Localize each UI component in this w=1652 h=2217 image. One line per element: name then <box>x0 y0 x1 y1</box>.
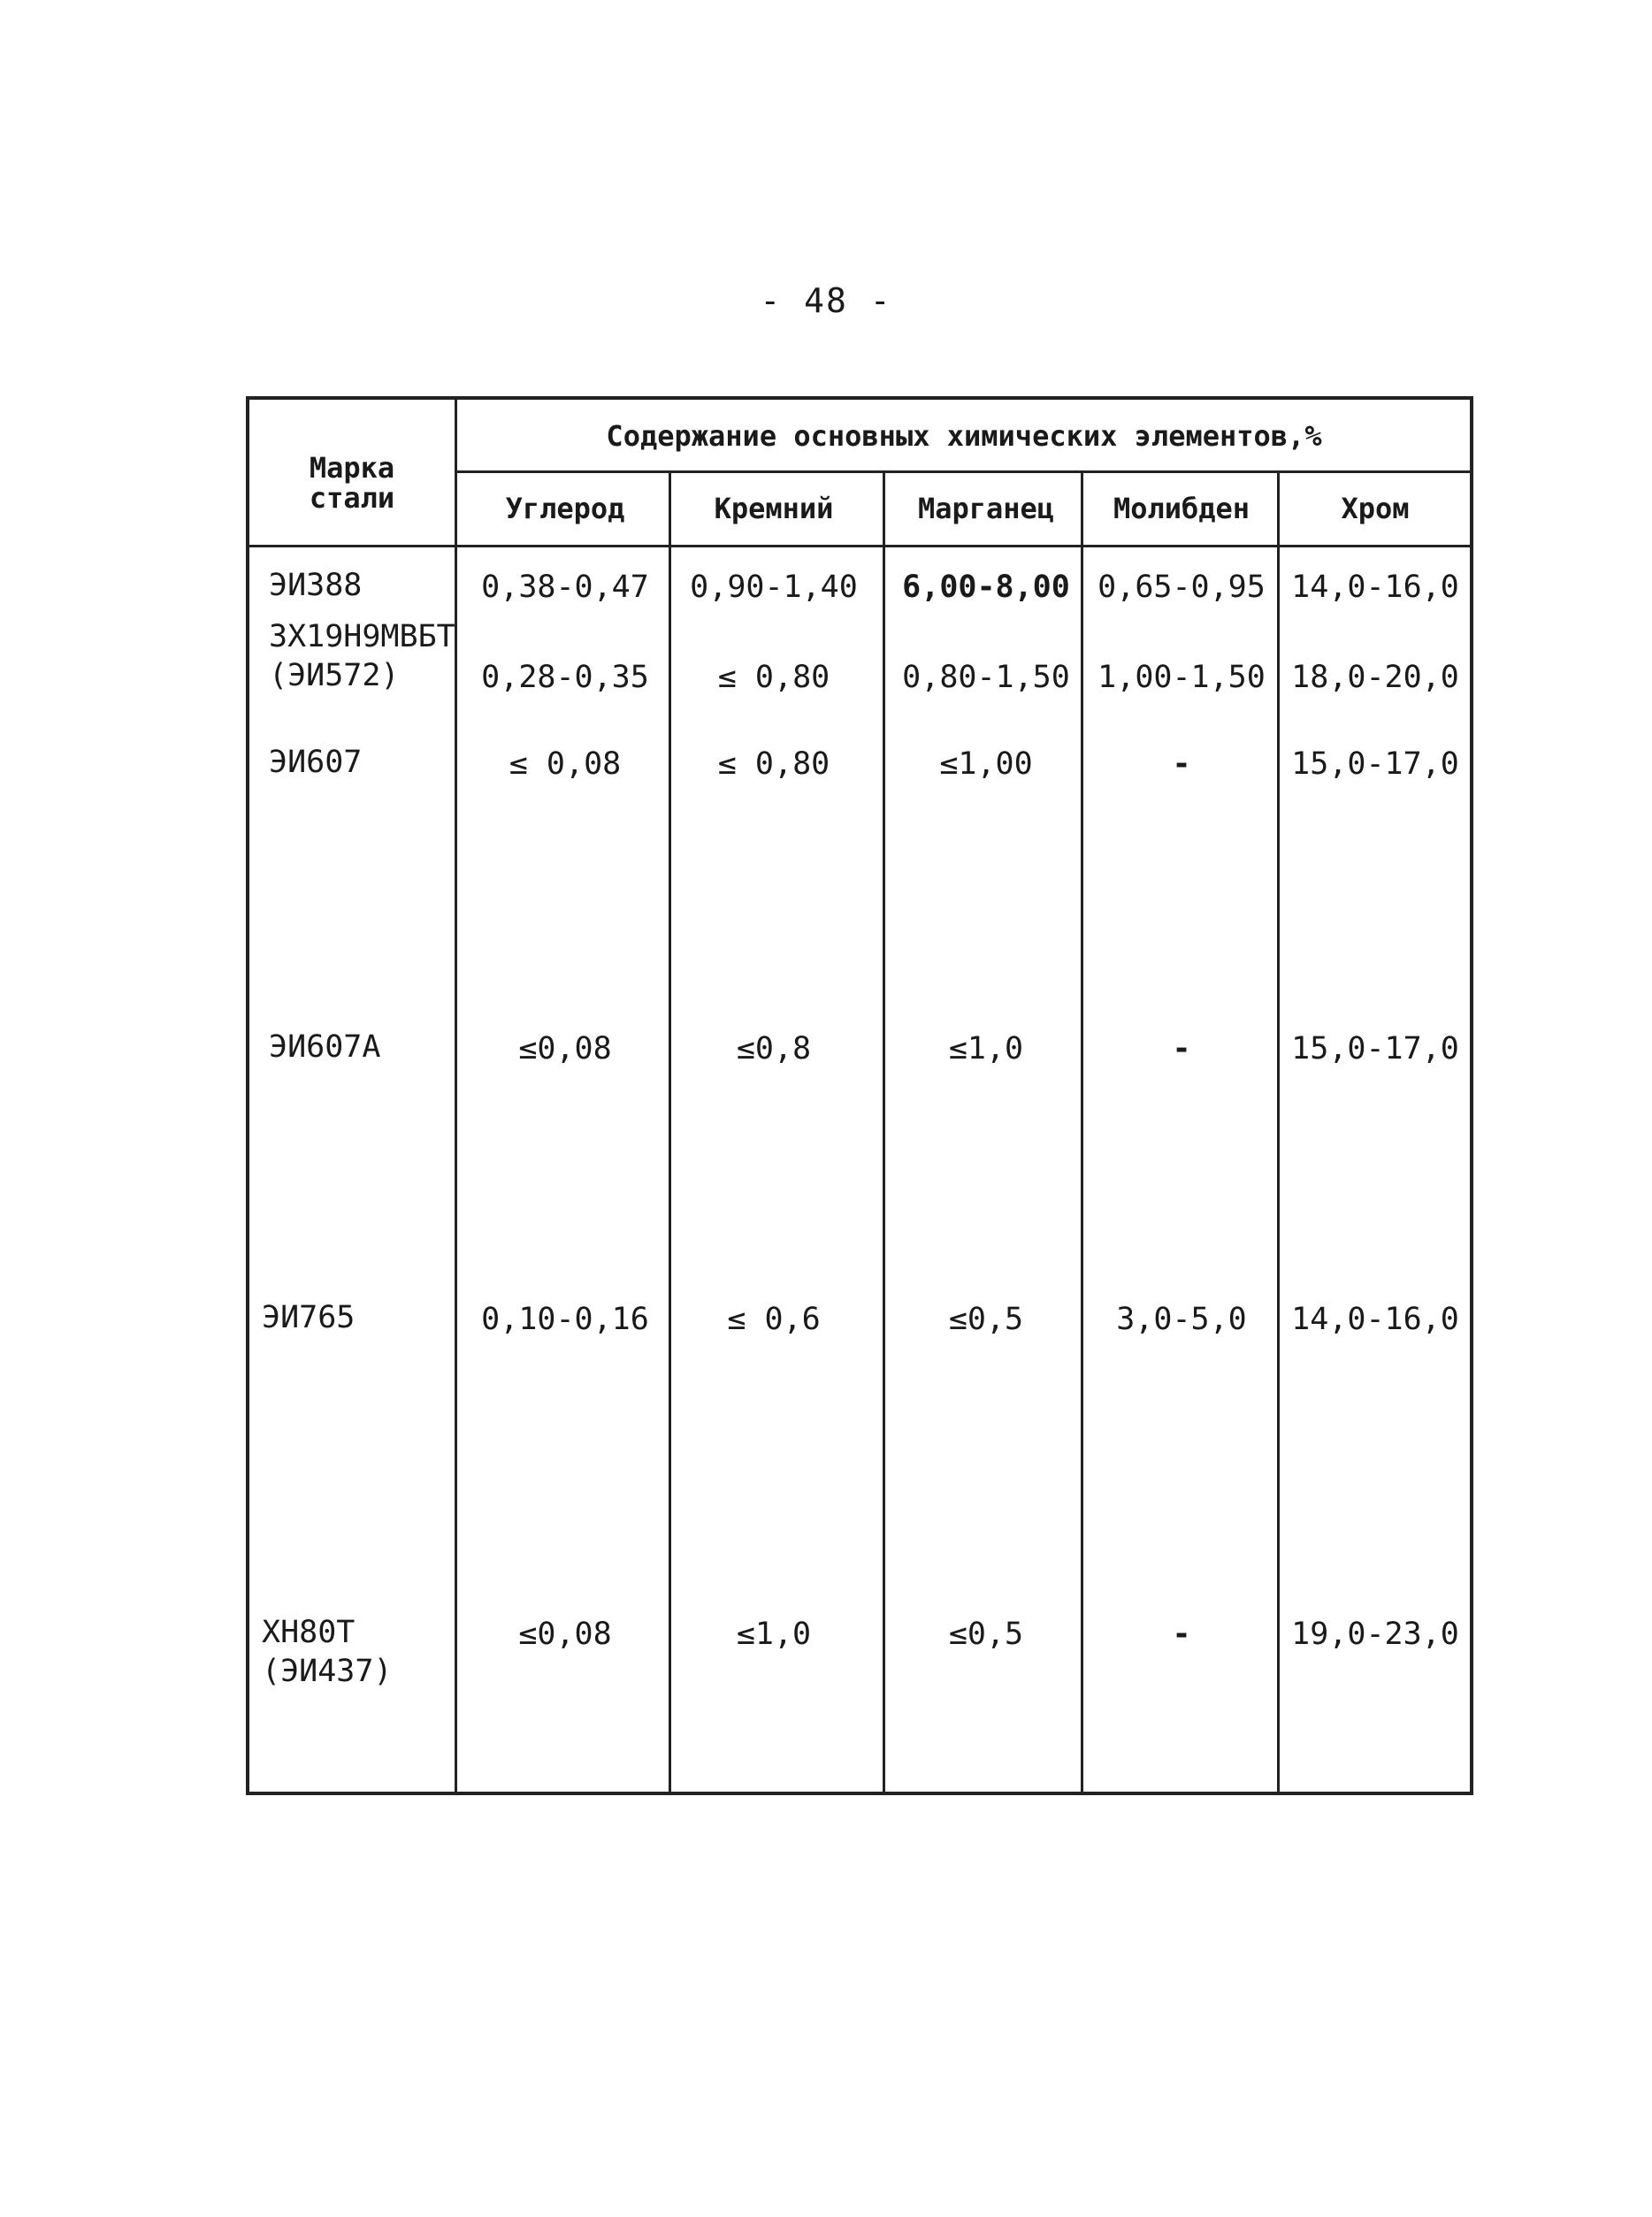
column-header-manganese: Марганец <box>917 492 1055 525</box>
carbon-value: ≤ 0,08 <box>509 746 622 782</box>
chromium-value: 14,0-16,0 <box>1291 1302 1459 1337</box>
chromium-value: 18,0-20,0 <box>1291 660 1459 695</box>
column-divider <box>455 400 457 1792</box>
column-divider <box>1277 472 1280 1792</box>
silicon-value: ≤ 0,80 <box>717 746 830 782</box>
molybdenum-value: - <box>1172 1031 1191 1066</box>
column-divider <box>669 472 671 1792</box>
column-header-carbon: Углерод <box>505 492 625 525</box>
steel-grade: 3Х19Н9МВБТ (ЭИ572) <box>269 619 455 693</box>
carbon-value: 0,28-0,35 <box>481 660 649 695</box>
chromium-value: 19,0-23,0 <box>1291 1617 1459 1652</box>
silicon-value: ≤0,8 <box>736 1031 812 1066</box>
chemical-composition-table <box>246 396 1473 1795</box>
column-header-molybdenum: Молибден <box>1113 492 1250 525</box>
carbon-value: ≤0,08 <box>518 1617 612 1652</box>
column-divider <box>883 472 885 1792</box>
grade-header: Марка стали <box>309 451 395 515</box>
chromium-value: 15,0-17,0 <box>1291 1031 1459 1066</box>
carbon-value: ≤0,08 <box>518 1031 612 1066</box>
silicon-value: ≤ 0,80 <box>717 660 830 695</box>
molybdenum-value: 3,0-5,0 <box>1116 1302 1247 1337</box>
page-number: - 48 - <box>760 281 892 320</box>
column-header-chromium: Хром <box>1341 492 1410 525</box>
silicon-value: 0,90-1,40 <box>690 570 858 605</box>
steel-grade: ХН80Т (ЭИ437) <box>262 1615 393 1689</box>
manganese-value: 0,80-1,50 <box>902 660 1070 695</box>
composition-group-header: Содержание основных химических элементов,% <box>606 419 1322 453</box>
molybdenum-value: 0,65-0,95 <box>1098 570 1266 605</box>
manganese-value: ≤0,5 <box>948 1302 1024 1337</box>
manganese-value: ≤1,00 <box>939 746 1033 782</box>
carbon-value: 0,10-0,16 <box>481 1302 649 1337</box>
header-divider <box>455 470 1470 473</box>
molybdenum-value: - <box>1172 1617 1191 1652</box>
manganese-value: ≤1,0 <box>948 1031 1024 1066</box>
column-header-silicon: Кремний <box>714 492 834 525</box>
carbon-value: 0,38-0,47 <box>481 570 649 605</box>
silicon-value: ≤ 0,6 <box>727 1302 821 1337</box>
chromium-value: 14,0-16,0 <box>1291 570 1459 605</box>
steel-grade: ЭИ388 <box>269 568 363 603</box>
steel-grade: ЭИ607А <box>269 1029 381 1065</box>
molybdenum-value: - <box>1172 746 1191 782</box>
chromium-value: 15,0-17,0 <box>1291 746 1459 782</box>
steel-grade: ЭИ607 <box>269 745 363 780</box>
column-divider <box>1081 472 1083 1792</box>
steel-grade: ЭИ765 <box>262 1300 356 1335</box>
molybdenum-value: 1,00-1,50 <box>1098 660 1266 695</box>
manganese-value: ≤0,5 <box>948 1617 1024 1652</box>
header-bottom-rule <box>249 545 1470 547</box>
manganese-value: 6,00-8,00 <box>902 570 1070 605</box>
silicon-value: ≤1,0 <box>736 1617 812 1652</box>
